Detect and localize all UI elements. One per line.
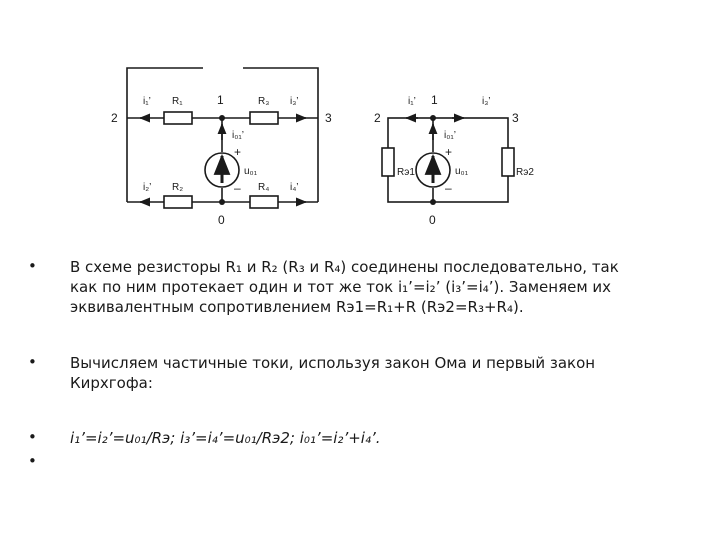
left-node-1-dot (219, 115, 225, 121)
bullet-line: i₁’=i₂’=u₀₁/Rэ; i₃’=i₄’=u₀₁/Rэ2; i₀₁’=i₂’+i₄’. (70, 429, 381, 447)
left-label-r2: R₂ (172, 182, 184, 193)
left-current-i1: i₁’ (143, 96, 151, 107)
bullet-line: как по ним протекает один и тот же ток i₁’=i₂’ (i₃’=i₄’). Заменяем их (70, 278, 612, 296)
left-label-r4: R₄ (258, 182, 270, 193)
right-circuit (374, 93, 534, 227)
left-node-1: 1 (217, 93, 224, 107)
right-node-0-dot (430, 199, 436, 205)
right-node-3: 3 (512, 111, 519, 125)
right-source-plus: + (445, 145, 453, 159)
left-source-plus: + (234, 145, 242, 159)
left-current-i01: i₀₁’ (232, 130, 244, 141)
bullet-text (70, 428, 690, 448)
right-source-minus: – (445, 181, 452, 195)
left-node-2: 2 (111, 111, 118, 125)
right-node-0: 0 (429, 213, 436, 227)
bullet-marker: • (28, 452, 37, 470)
right-resistor-re1 (382, 148, 394, 176)
circuit-diagrams (0, 0, 720, 240)
right-current-i3: i₃’ (482, 96, 491, 107)
left-node-3: 3 (325, 111, 332, 125)
bullet-marker: • (28, 428, 37, 446)
left-resistor-r3 (250, 112, 278, 124)
right-label-re2: Rэ2 (516, 167, 534, 178)
left-resistor-r1 (164, 112, 192, 124)
left-resistor-r4 (250, 196, 278, 208)
left-source-minus: – (234, 181, 241, 195)
left-source-label: u₀₁ (244, 166, 258, 177)
bullet-text (70, 353, 690, 393)
left-label-r1: R₁ (172, 96, 183, 107)
bullet-marker: • (28, 257, 37, 275)
left-node-0-dot (219, 199, 225, 205)
right-node-2: 2 (374, 111, 381, 125)
right-label-re1: Rэ1 (397, 167, 415, 178)
right-current-i01: i₀₁’ (444, 130, 456, 141)
bullet-line: В схеме резисторы R₁ и R₂ (R₃ и R₄) соединены последовательно, так (70, 258, 619, 276)
bullet-line: Кирхгофа: (70, 374, 153, 392)
right-current-i1: i₁’ (408, 96, 416, 107)
right-node-1: 1 (431, 93, 438, 107)
left-resistor-r2 (164, 196, 192, 208)
right-source-label: u₀₁ (455, 166, 469, 177)
bullet-marker: • (28, 353, 37, 371)
left-label-r3: R₃ (258, 96, 270, 107)
right-resistor-re2 (502, 148, 514, 176)
left-current-i2: i₂’ (143, 182, 152, 193)
left-current-i3: i₃’ (290, 96, 299, 107)
left-circuit (111, 68, 332, 227)
bullet-text (70, 257, 690, 317)
left-current-i4: i₄’ (290, 182, 299, 193)
left-node-0: 0 (218, 213, 225, 227)
right-node-1-dot (430, 115, 436, 121)
bullet-line: Вычисляем частичные токи, используя закон Ома и первый закон (70, 354, 596, 372)
bullet-line: эквивалентным сопротивлением Rэ1=R₁+R (Rэ2=R₃+R₄). (70, 298, 524, 316)
